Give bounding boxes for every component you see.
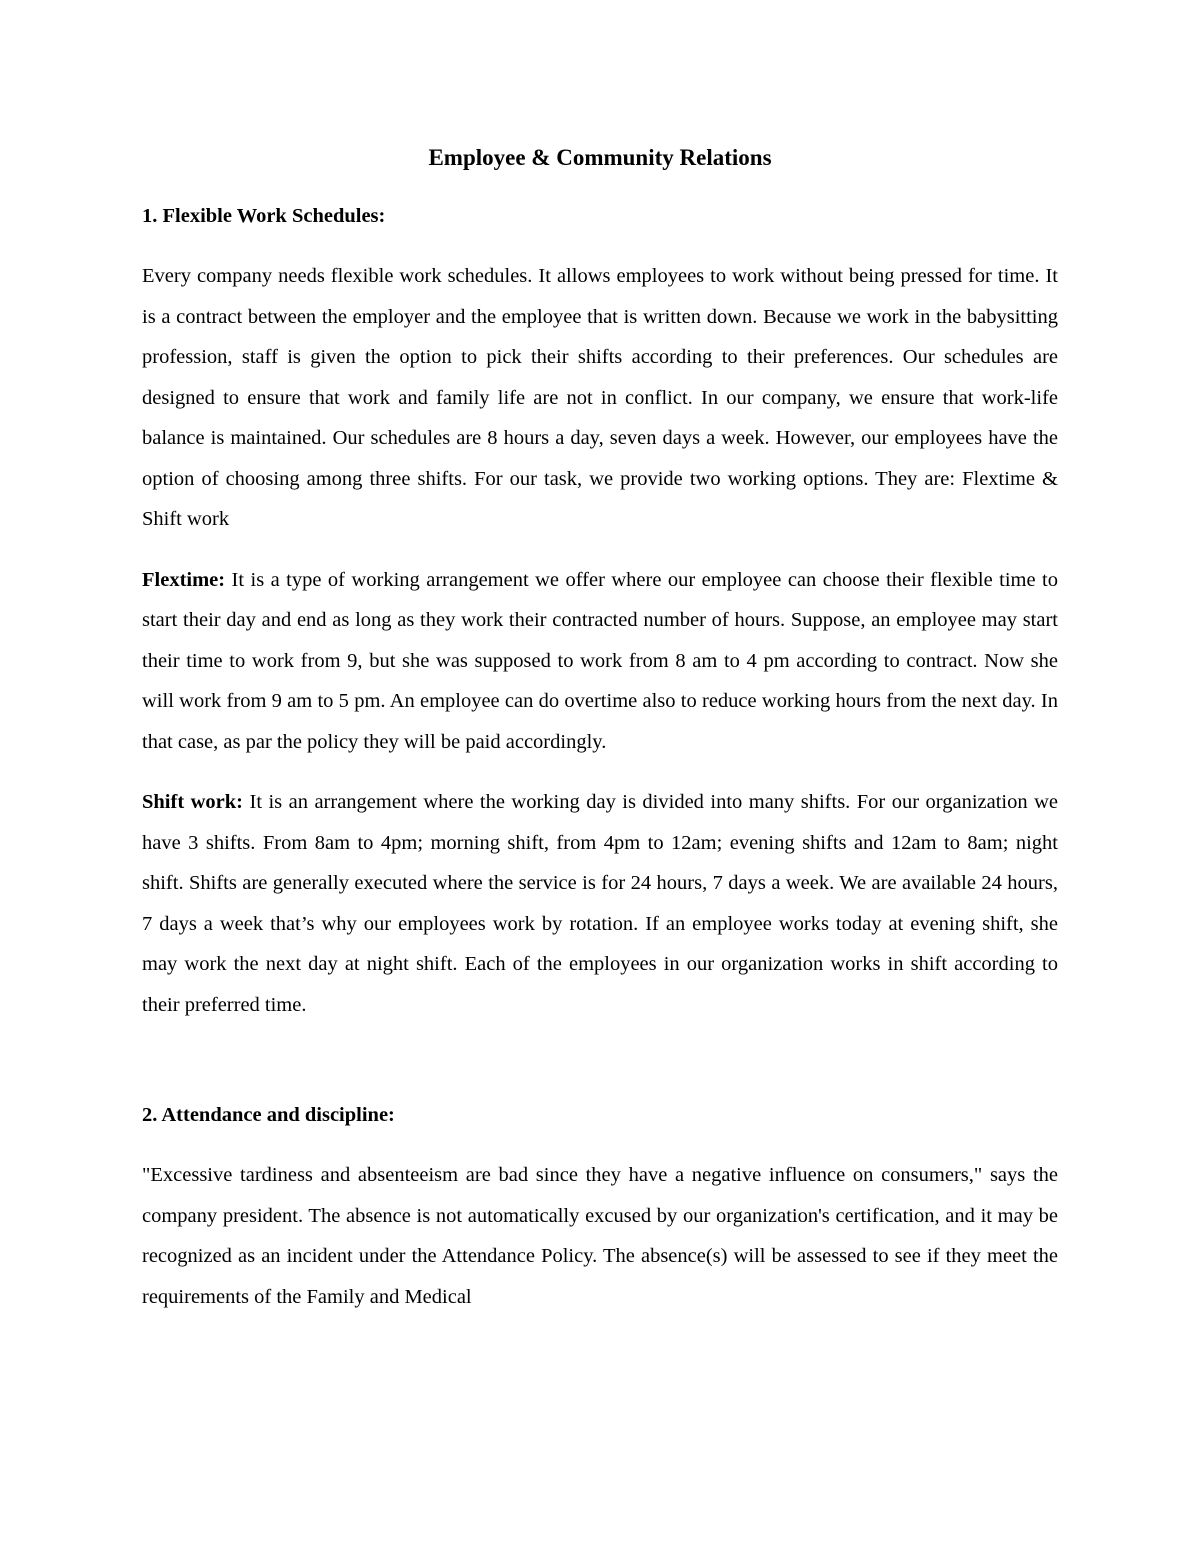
flextime-text: It is a type of working arrangement we offer where our employee can choose their flexible time to start their day and end as long as they work their contracted number of hours. Suppose, an employee may start their time to work from 9, but she was supposed to work from 8 am to 4 pm according to contract. Now she will work from 9 am to 5 pm. An employee can do overtime also to reduce working hours from the next day. In that case, as par the policy they will be paid accordingly.	[142, 568, 1058, 753]
flextime-label: Flextime:	[142, 568, 226, 591]
paragraph-flextime	[142, 560, 1058, 763]
section-heading-flexible-work: 1. Flexible Work Schedules:	[142, 205, 386, 227]
section-heading-attendance: 2. Attendance and discipline:	[142, 1104, 395, 1126]
document-body	[142, 140, 1058, 1337]
paragraph-shift-work	[142, 782, 1058, 1025]
shift-work-text: It is an arrangement where the working day is divided into many shifts. For our organization we have 3 shifts. From 8am to 4pm; morning shift, from 4pm to 12am; evening shifts and 12am to 8am; night shift. Shifts are generally executed where the service is for 24 hours, 7 days a week. We are available 24 hours, 7 days a week that’s why our employees work by rotation. If an employee works today at evening shift, she may work the next day at night shift. Each of the employees in our organization works in shift according to their preferred time.	[142, 791, 1058, 1016]
section-spacer	[142, 1045, 1058, 1101]
paragraph-attendance: "Excessive tardiness and absenteeism are bad since they have a negative influence on consumers," says the company president. The absence is not automatically excused by our organization's certification, and it may be recognized as an incident under the Attendance Policy. The absence(s) will be assessed to see if they meet the requirements of the Family and Medical	[142, 1164, 1058, 1308]
document-title: Employee & Community Relations	[428, 145, 772, 170]
shift-work-label: Shift work:	[142, 791, 244, 813]
paragraph-flexible-intro: Every company needs flexible work schedules. It allows employees to work without being pressed for time. It is a contract between the employer and the employee that is written down. Because we work in the babysitting profession, staff is given the option to pick their shifts according to their preferences. Our schedules are designed to ensure that work and family life are not in conflict. In our company, we ensure that work-life balance is maintained. Our schedules are 8 hours a day, seven days a week. However, our employees have the option of choosing among three shifts. For our task, we provide two working options. They are: Flextime & Shift work	[142, 265, 1058, 530]
